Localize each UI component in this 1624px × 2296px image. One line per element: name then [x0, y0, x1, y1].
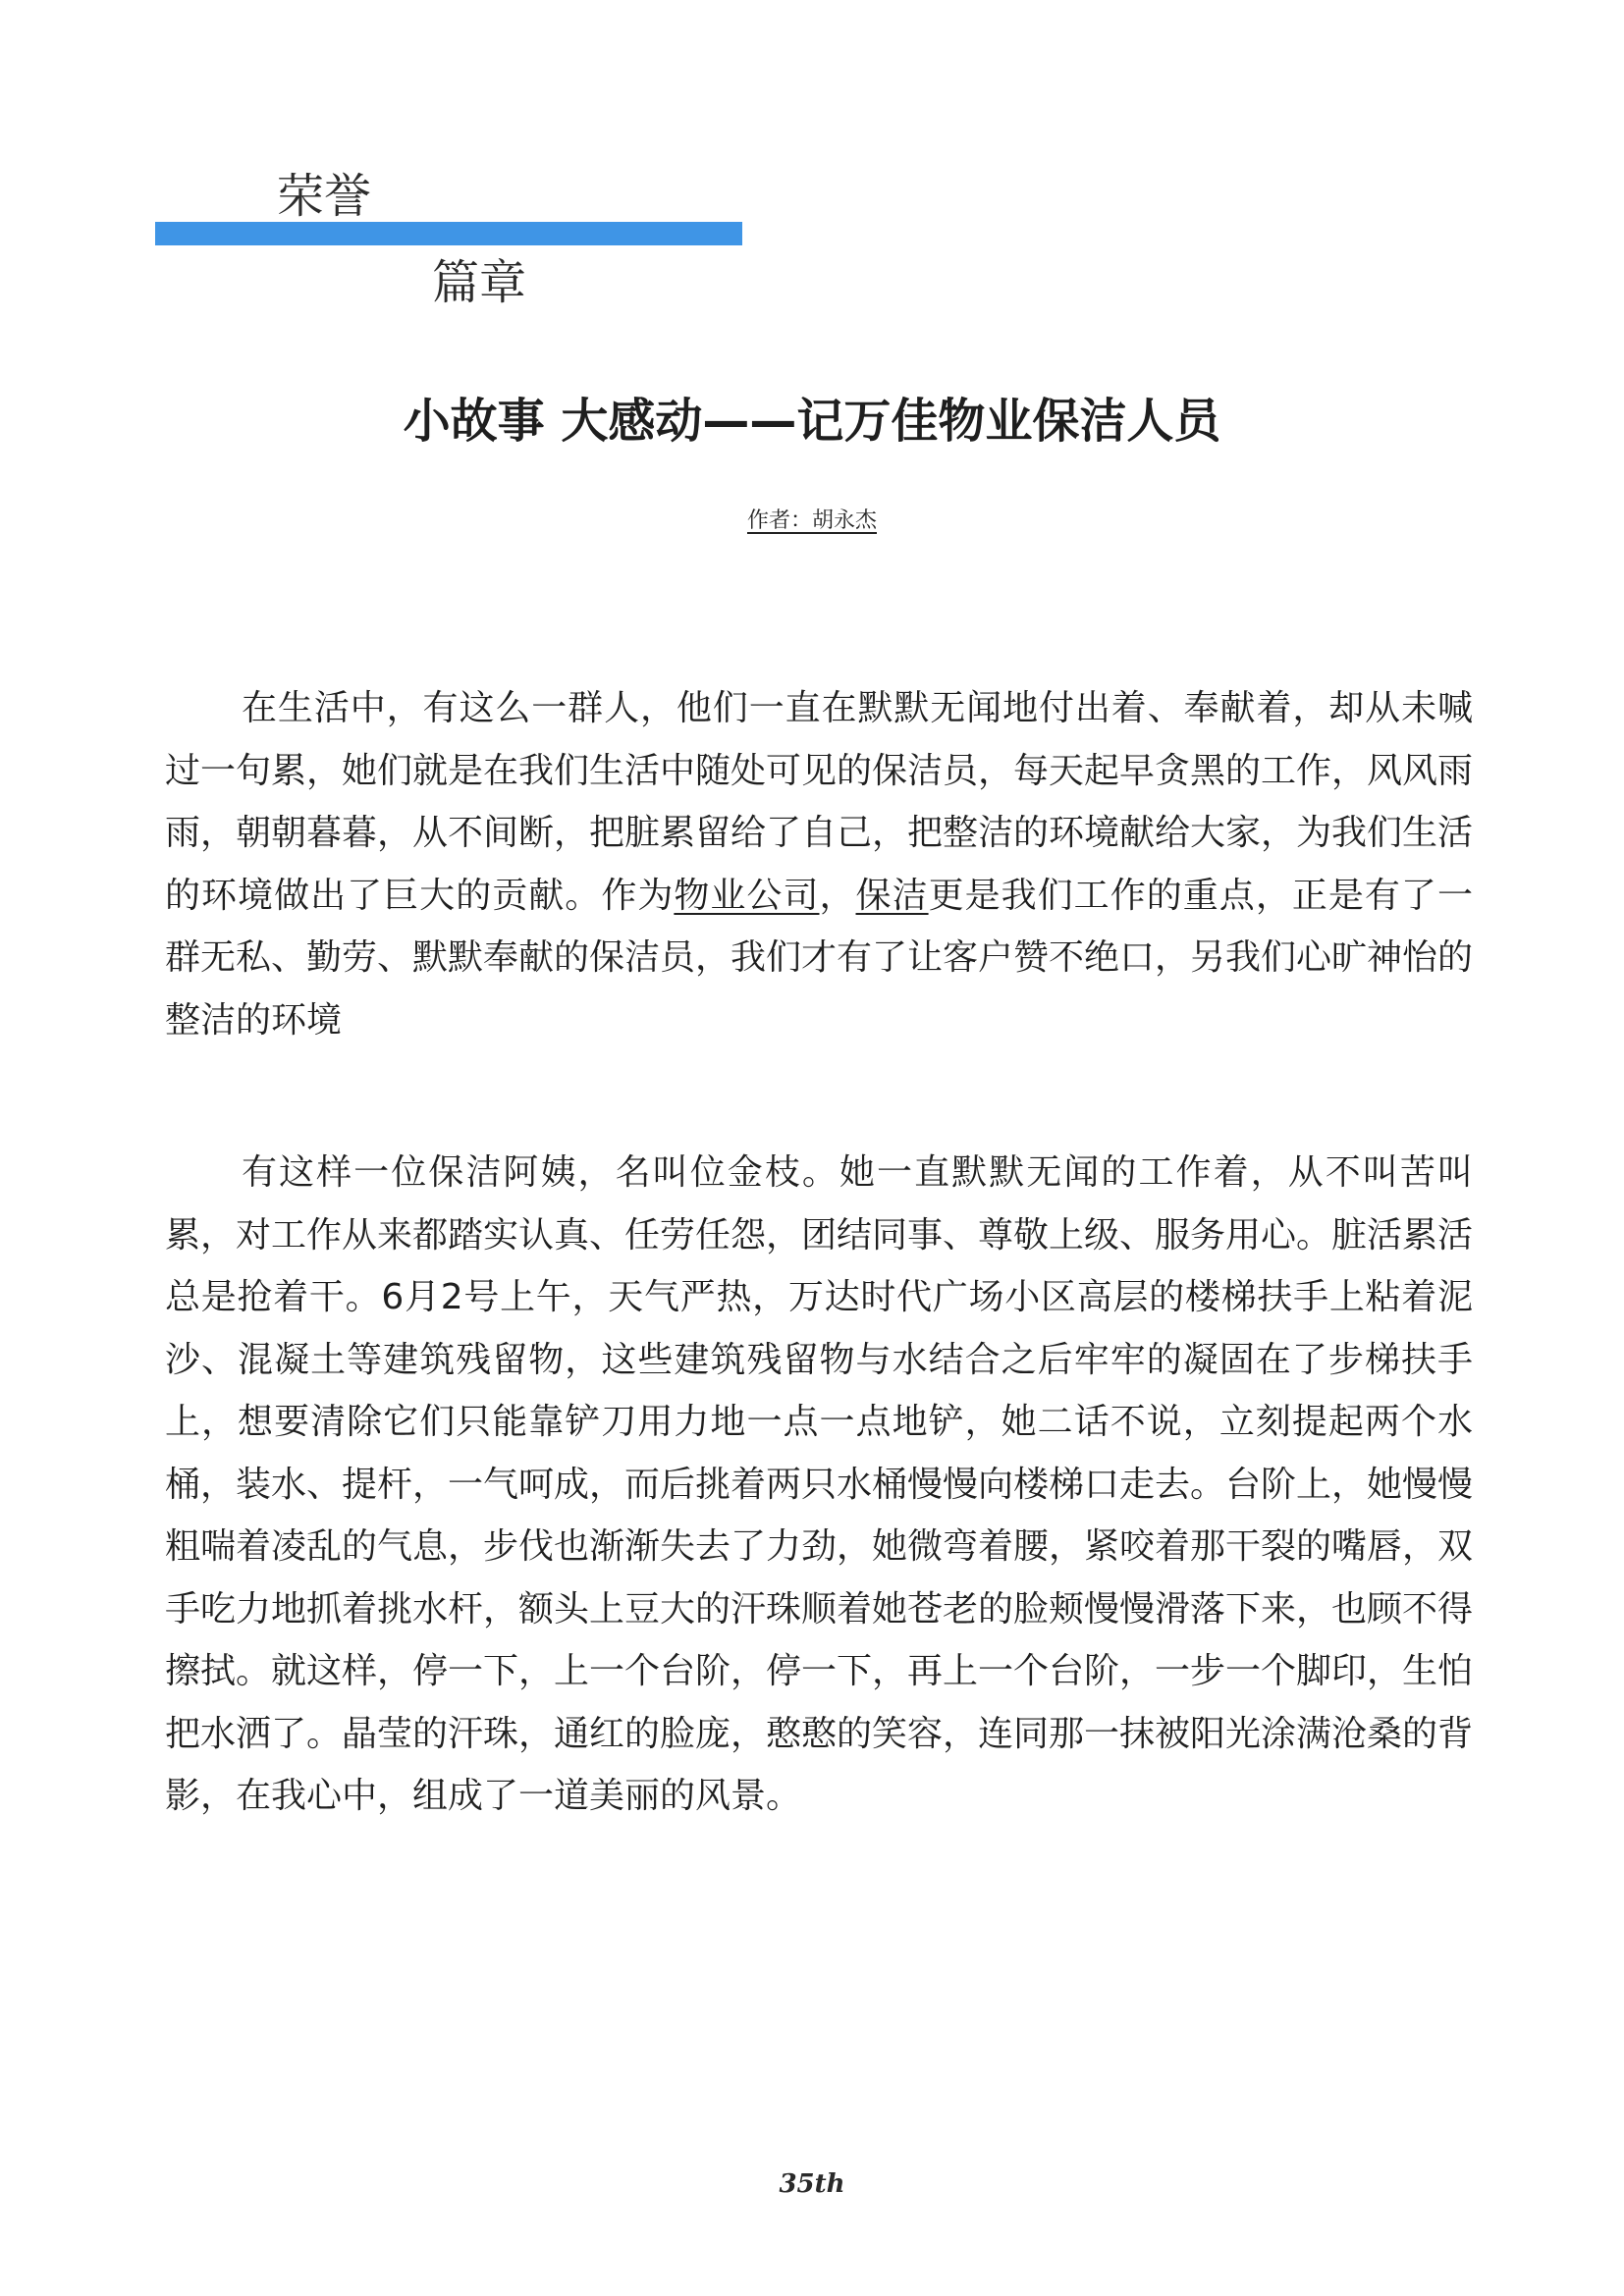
paragraph-1-text-a: 在生活中，有这么一群人，他们一直在默默无闻地付出着、奉献着，却从未喊过一句累，她们就是在我们生活中随处可见的保洁员，每天起早贪黑的工作，风风雨雨，朝朝暮暮，从不间断，把脏累留给了自己，把整洁的环境献给大家，为我们生活的环境做出了巨大的贡献。作为	[165, 688, 1474, 916]
section-heading-honor: 荣誉	[277, 169, 372, 224]
article-paragraph-1	[165, 677, 1473, 1051]
section-heading-chapter: 篇章	[432, 255, 527, 310]
page-number: 35th	[779, 2169, 845, 2199]
article-paragraph-2: 有这样一位保洁阿姨，名叫位金枝。她一直默默无闻的工作着，从不叫苦叫累，对工作从来都踏实认真、任劳任怨，团结同事、尊敬上级、服务用心。脏活累活总是抢着干。6月2号上午，天气严热，万达时代广场小区高层的楼梯扶手上粘着泥沙、混凝土等建筑残留物，这些建筑残留物与水结合之后牢牢的凝固在了步梯扶手上，想要清除它们只能靠铲刀用力地一点一点地铲，她二话不说，立刻提起两个水桶，装水、提杆，一气呵成，而后挑着两只水桶慢慢向楼梯口走去。台阶上，她慢慢粗喘着凌乱的气息，步伐也渐渐失去了力劲，她微弯着腰，紧咬着那干裂的嘴唇，双手吃力地抓着挑水杆，额头上豆大的汗珠顺着她苍老的脸颊慢慢滑落下来，也顾不得擦拭。就这样，停一下，上一个台阶，停一下，再上一个台阶，一步一个脚印，生怕把水洒了。晶莹的汗珠，通红的脸庞，憨憨的笑容，连同那一抹被阳光涂满沧桑的背影，在我心中，组成了一道美丽的风景。	[165, 1152, 1474, 1816]
paragraph-1-text-b: ，	[819, 875, 856, 916]
link-property-company[interactable]: 物业公司	[674, 875, 820, 916]
article-byline	[0, 507, 1624, 536]
article-title: 小故事 大感动——记万佳物业保洁人员	[403, 394, 1221, 449]
section-accent-bar	[155, 222, 742, 245]
author-name: 作者：胡永杰	[746, 508, 877, 533]
link-cleaning[interactable]: 保洁	[855, 875, 929, 916]
paragraph-1-text-c: 更是我们工作的重点，正是有了一群无私、勤劳、默默奉献的保洁员，我们才有了让客户赞不绝口，另我们心旷神怡的整洁的环境	[165, 875, 1474, 1041]
